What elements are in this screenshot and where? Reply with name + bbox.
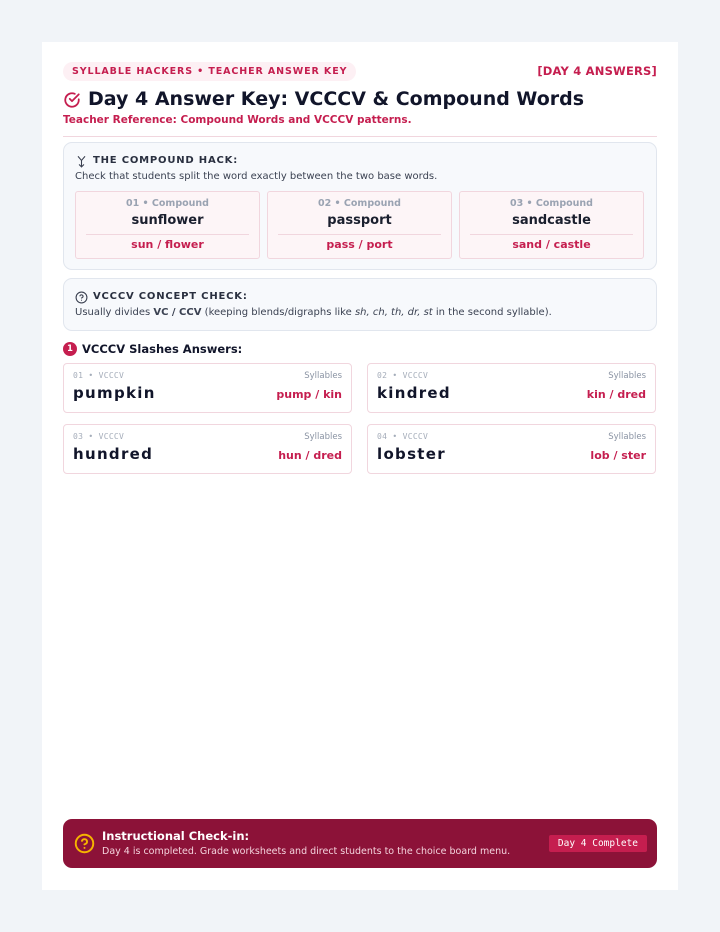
check-in-title: Instructional Check-in: — [102, 829, 250, 843]
check-circle-icon — [63, 91, 81, 109]
concept-text-italic: sh, ch, th, dr, st — [354, 307, 433, 318]
day-label: [DAY 4 ANSWERS] — [537, 64, 657, 78]
answer-card — [63, 363, 352, 413]
compound-card-word: sunflower — [131, 213, 204, 228]
answer-key-page — [42, 42, 678, 890]
merge-arrow-icon — [75, 155, 88, 168]
compound-card — [459, 191, 644, 259]
answer-card — [63, 424, 352, 474]
check-in-text: Day 4 is completed. Grade worksheets and direct students to the choice board menu. — [102, 846, 511, 857]
series-pill: SYLLABLE HACKERS • TEACHER ANSWER KEY — [63, 62, 356, 81]
compound-card-tag: 02 • Compound — [318, 198, 401, 209]
question-circle-icon — [75, 291, 88, 304]
answer-word: lobster — [377, 445, 446, 463]
compound-card-divider — [278, 234, 441, 235]
concept-text-after: in the second syllable). — [432, 307, 552, 318]
question-circle-icon — [74, 833, 95, 854]
answer-card — [367, 363, 656, 413]
answer-card — [367, 424, 656, 474]
concept-text-bold: VC / CCV — [153, 307, 202, 318]
answer-tag: 01 • VCCCV — [73, 371, 125, 380]
compound-hack-description: Check that students split the word exactly between the two base words. — [75, 171, 438, 182]
answer-tag: 02 • VCCCV — [377, 371, 429, 380]
concept-check-box — [63, 278, 657, 331]
header-divider — [63, 136, 657, 137]
compound-card-word: passport — [327, 213, 392, 228]
section-number-badge: 1 — [63, 342, 77, 356]
concept-text-before: Usually divides — [75, 307, 154, 318]
compound-hack-title: THE COMPOUND HACK: — [93, 155, 238, 166]
compound-card-split: sun / flower — [131, 238, 204, 251]
answers-title: VCCCV Slashes Answers: — [82, 342, 243, 356]
concept-check-title: VCCCV CONCEPT CHECK: — [93, 291, 248, 302]
answer-tag: 03 • VCCCV — [73, 432, 125, 441]
answer-word: kindred — [377, 384, 451, 402]
compound-card — [267, 191, 452, 259]
answer-split: hun / dred — [278, 449, 342, 462]
concept-check-text — [75, 307, 552, 318]
compound-card-divider — [470, 234, 633, 235]
syllables-label: Syllables — [304, 432, 342, 442]
page-subtitle: Teacher Reference: Compound Words and VCCCV patterns. — [63, 114, 412, 126]
page-title: Day 4 Answer Key: VCCCV & Compound Words — [88, 88, 585, 110]
compound-card-word: sandcastle — [512, 213, 591, 228]
answer-split: kin / dred — [586, 388, 646, 401]
title-row — [63, 88, 657, 114]
compound-card-tag: 03 • Compound — [510, 198, 593, 209]
concept-text-middle: (keeping blends/digraphs like — [201, 307, 355, 318]
compound-card-divider — [86, 234, 249, 235]
compound-hack-box — [63, 142, 657, 270]
compound-card-split: sand / castle — [512, 238, 591, 251]
syllables-label: Syllables — [608, 371, 646, 381]
answer-split: pump / kin — [276, 388, 342, 401]
header — [63, 62, 657, 82]
compound-card-tag: 01 • Compound — [126, 198, 209, 209]
syllables-label: Syllables — [608, 432, 646, 442]
day-complete-button[interactable]: Day 4 Complete — [549, 835, 647, 852]
answer-word: hundred — [73, 445, 154, 463]
answer-tag: 04 • VCCCV — [377, 432, 429, 441]
answer-split: lob / ster — [590, 449, 646, 462]
compound-card-split: pass / port — [326, 238, 393, 251]
check-in-footer — [63, 819, 657, 868]
compound-card — [75, 191, 260, 259]
answer-word: pumpkin — [73, 384, 156, 402]
syllables-label: Syllables — [304, 371, 342, 381]
